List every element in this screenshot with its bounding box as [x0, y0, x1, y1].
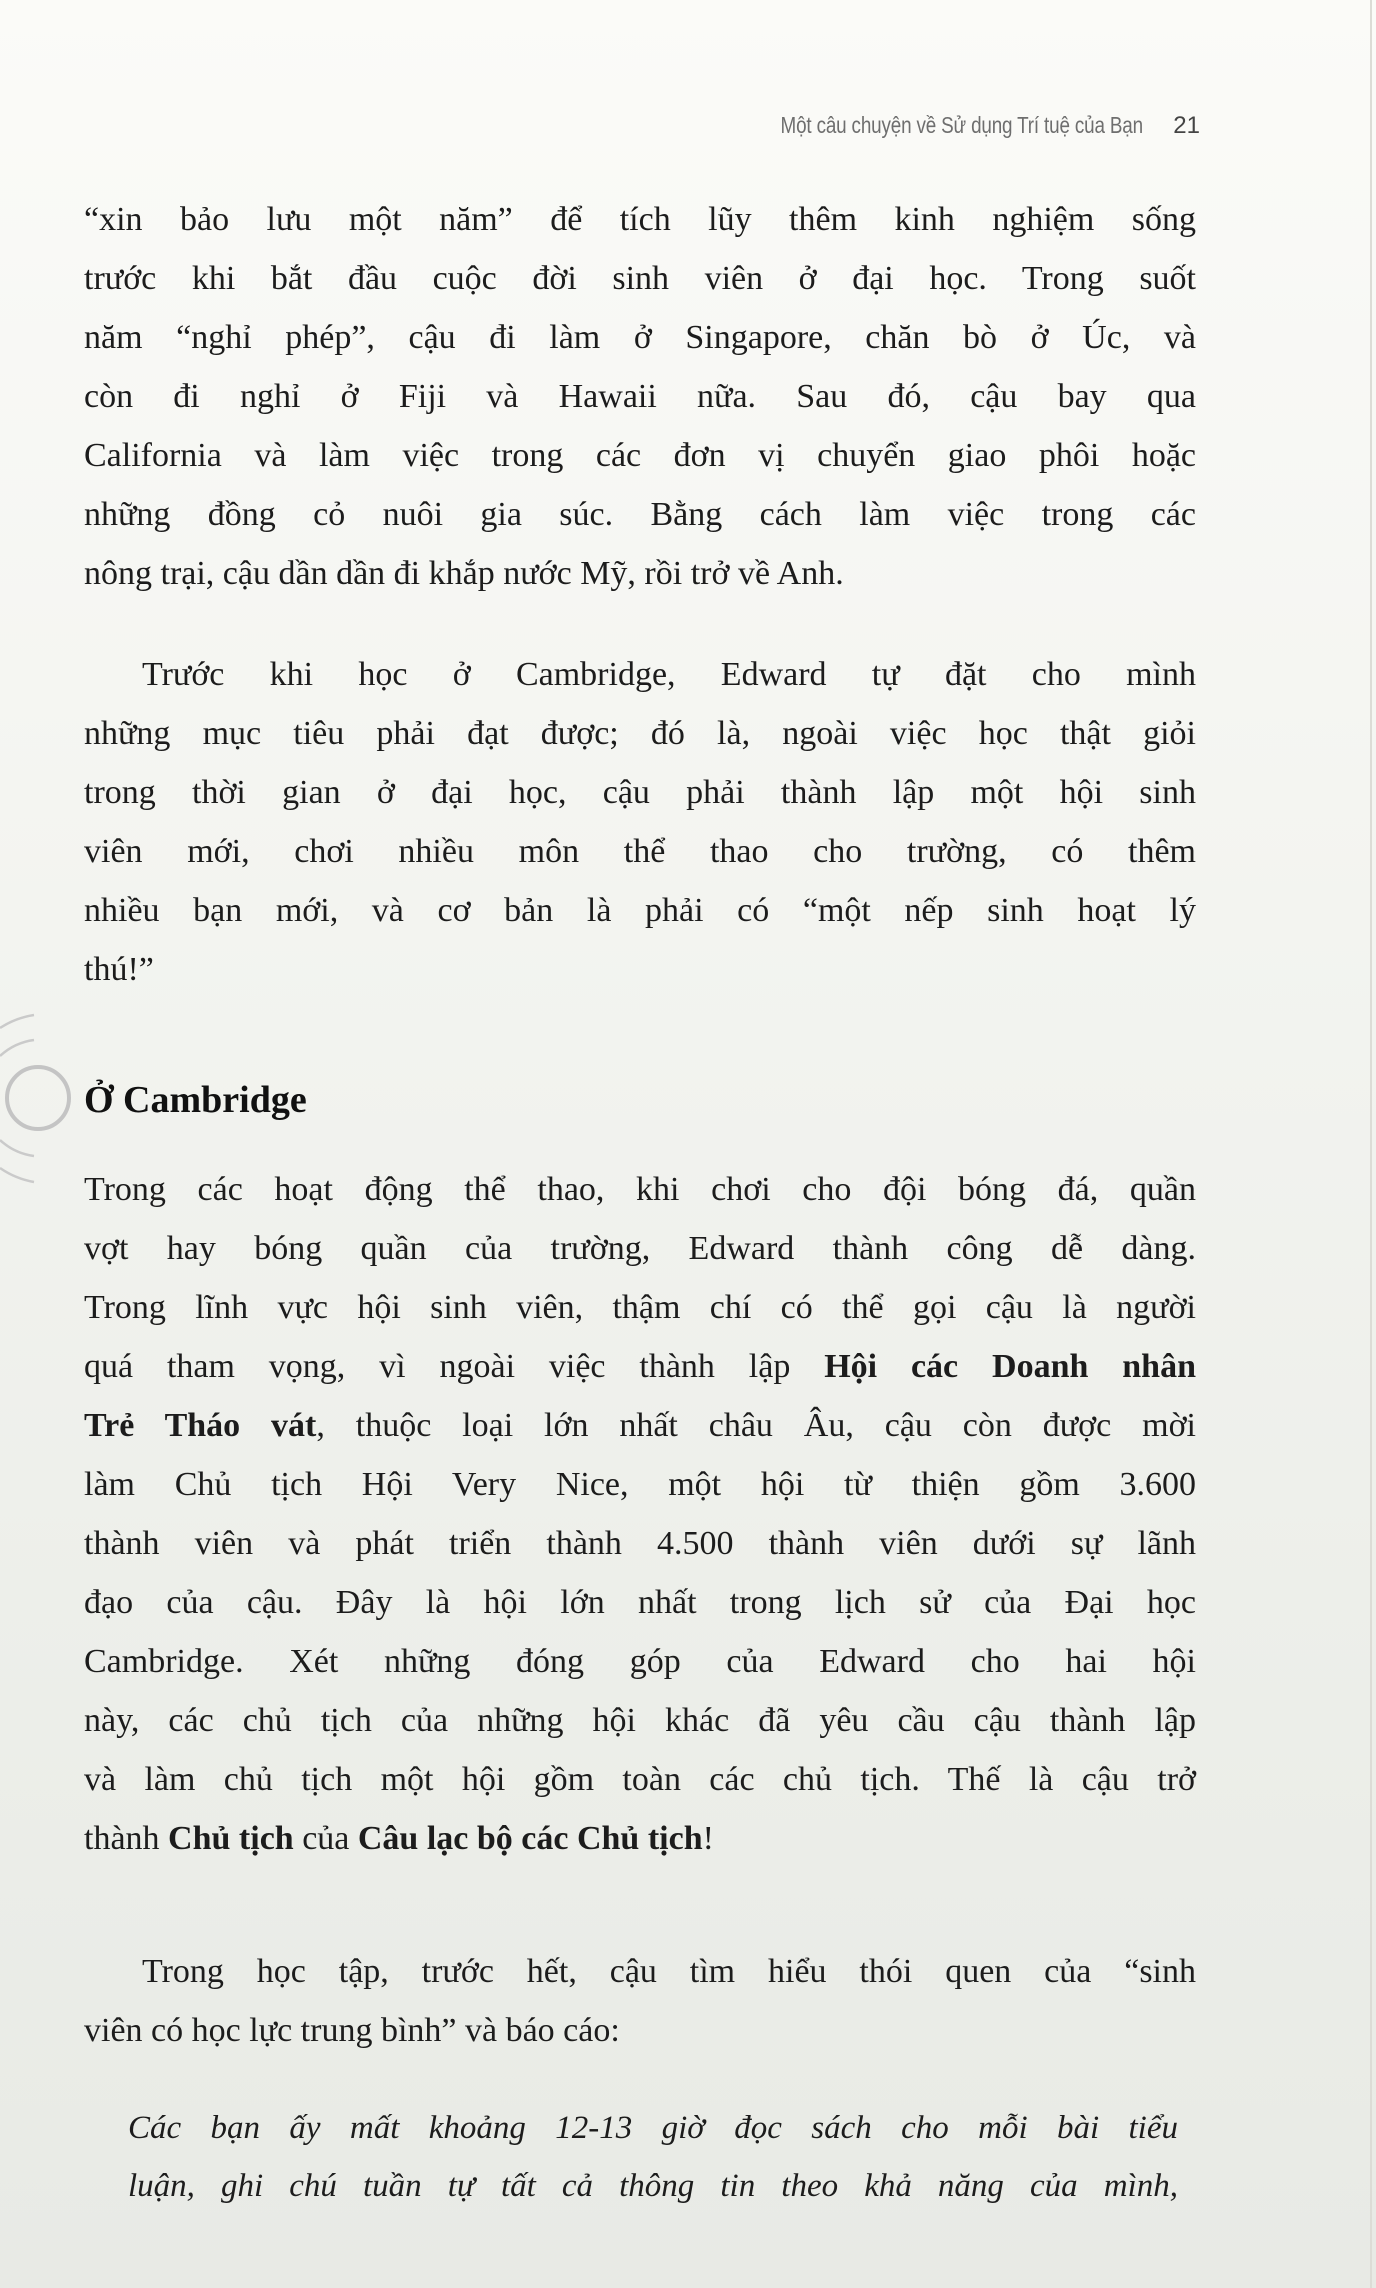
bold-term: Câu lạc bộ các Chủ tịch — [357, 1820, 703, 1857]
text-line: thú!” — [84, 951, 154, 988]
text-line: làm Chủ tịch Hội Very Nice, một hội từ thiện gồm 3.600 — [84, 1466, 1196, 1503]
text-line: Trong các hoạt động thể thao, khi chơi cho đội bóng đá, quần — [84, 1171, 1196, 1208]
running-title: Một câu chuyện về Sử dụng Trí tuệ của Bạn — [780, 112, 1144, 138]
running-header — [700, 112, 1200, 140]
text-line: California và làm việc trong các đơn vị chuyển giao phôi hoặc — [84, 437, 1196, 474]
bold-term: Trẻ Tháo vát — [84, 1407, 317, 1444]
text-line: vợt hay bóng quần của trường, Edward thành công dễ dàng. — [84, 1230, 1196, 1267]
page-number: 21 — [1173, 112, 1200, 139]
text-line: trong thời gian ở đại học, cậu phải thành lập một hội sinh — [84, 774, 1196, 811]
text-line: năm “nghỉ phép”, cậu đi làm ở Singapore, chăn bò ở Úc, và — [84, 319, 1196, 356]
text-line: Trong học tập, trước hết, cậu tìm hiểu thói quen của “sinh — [142, 1953, 1196, 1990]
text-run: của — [293, 1820, 358, 1857]
text-line: nhiều bạn mới, và cơ bản là phải có “một nếp sinh hoạt lý — [84, 892, 1196, 929]
text-line: đạo của cậu. Đây là hội lớn nhất trong lịch sử của Đại học — [84, 1584, 1196, 1621]
text-line: Trong lĩnh vực hội sinh viên, thậm chí có thể gọi cậu là người — [84, 1289, 1196, 1326]
text-run: thành — [84, 1820, 169, 1857]
text-line: viên mới, chơi nhiều môn thể thao cho trường, có thêm — [84, 833, 1196, 870]
text-line: nông trại, cậu dần dần đi khắp nước Mỹ, rồi trở về Anh. — [84, 555, 844, 592]
quote-line: luận, ghi chú tuần tự tất cả thông tin theo khả năng của mình, — [128, 2168, 1178, 2204]
text-line — [84, 1406, 1196, 1446]
text-line: còn đi nghỉ ở Fiji và Hawaii nữa. Sau đó, cậu bay qua — [84, 378, 1196, 415]
text-line: này, các chủ tịch của những hội khác đã yêu cầu cậu thành lập — [84, 1702, 1196, 1739]
bold-term: Hội các Doanh nhân — [824, 1348, 1196, 1385]
text-run: ! — [702, 1820, 714, 1857]
text-line — [84, 1347, 1196, 1387]
text-line — [84, 1819, 1196, 1859]
text-line: trước khi bắt đầu cuộc đời sinh viên ở đại học. Trong suốt — [84, 260, 1196, 297]
bold-term: Chủ tịch — [168, 1820, 294, 1857]
page-edge — [1370, 0, 1372, 2288]
text-line: “xin bảo lưu một năm” để tích lũy thêm kinh nghiệm sống — [84, 201, 1196, 238]
text-run: , thuộc loại lớn nhất châu Âu, cậu còn được mời — [316, 1407, 1196, 1444]
text-line: và làm chủ tịch một hội gồm toàn các chủ tịch. Thế là cậu trở — [84, 1761, 1196, 1798]
text-line: những mục tiêu phải đạt được; đó là, ngoài việc học thật giỏi — [84, 715, 1196, 752]
text-line: viên có học lực trung bình” và báo cáo: — [84, 2012, 620, 2049]
text-line: những đồng cỏ nuôi gia súc. Bằng cách làm việc trong các — [84, 496, 1196, 533]
text-line: Trước khi học ở Cambridge, Edward tự đặt cho mình — [142, 656, 1196, 693]
text-line: thành viên và phát triển thành 4.500 thành viên dưới sự lãnh — [84, 1525, 1196, 1562]
text-run: quá tham vọng, vì ngoài việc thành lập — [84, 1348, 825, 1385]
text-line: Cambridge. Xét những đóng góp của Edward cho hai hội — [84, 1643, 1196, 1680]
section-heading: Ở Cambridge — [84, 1079, 307, 1121]
quote-line: Các bạn ấy mất khoảng 12-13 giờ đọc sách cho mỗi bài tiểu — [128, 2110, 1178, 2146]
